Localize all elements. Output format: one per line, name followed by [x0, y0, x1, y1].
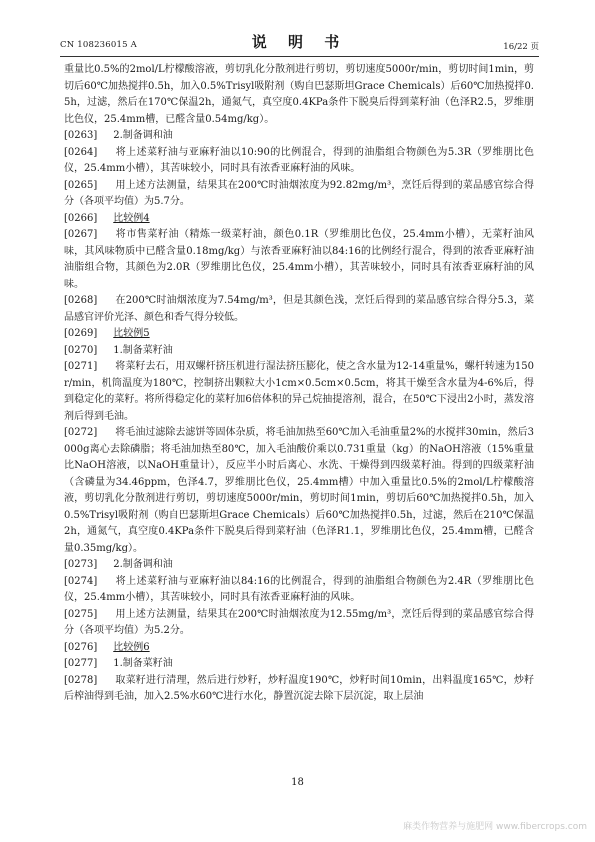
page-indicator: 16/22 页 [503, 42, 539, 52]
paragraph [64, 673, 534, 706]
paragraph [64, 62, 534, 128]
paragraph-number: [0276] [64, 641, 98, 653]
paragraph [64, 293, 534, 326]
paragraph [64, 178, 534, 211]
paragraph [64, 425, 534, 557]
paragraph-text: 重量比0.5%的2mol/L柠檬酸溶液，剪切乳化分散剂进行剪切，剪切速度5000r/min，剪切时间1min，剪切后60℃加热搅拌0.5h，加入0.5%Trisyl吸附剂（购自巴瑟斯坦Grace Chemicals）后60℃加热搅拌0.5h，过滤，然后在170℃保温2h，通氮气，真空度0.4KPa条件下脱臭后得到菜籽油（色泽R2.5，罗维朋比色仪，25.4mm槽，已醛含量0.54mg/kg）。 [64, 64, 534, 125]
paragraph-number: [0278] [64, 674, 98, 686]
header-rule [60, 56, 539, 57]
paragraph [64, 359, 534, 425]
paragraph [64, 640, 534, 657]
watermark: 麻类作物营养与施肥网 www.fibercrops.com [403, 822, 587, 832]
paragraph-number: [0269] [64, 328, 98, 339]
paragraph-number: [0273] [64, 559, 98, 570]
paragraph-number: [0265] [64, 179, 98, 191]
paragraph [64, 557, 534, 574]
comparative-example-heading: 比较例6 [113, 641, 150, 653]
paragraph [64, 128, 534, 145]
paragraph [64, 607, 534, 640]
paragraph-number: [0267] [64, 229, 98, 240]
paragraph-number: [0264] [64, 146, 98, 158]
paragraph [64, 574, 534, 607]
section-heading: 1.制备菜籽油 [113, 658, 173, 669]
paragraph-number: [0263] [64, 130, 98, 141]
section-heading: 1.制备菜籽油 [113, 344, 173, 356]
paragraph-number: [0274] [64, 575, 98, 587]
page-number: 18 [291, 777, 304, 788]
paragraph [64, 211, 534, 228]
paragraph-number: [0270] [64, 344, 98, 356]
paragraph-number: [0271] [64, 361, 98, 372]
document-title: 说 明 书 [251, 33, 348, 51]
paragraph-text: 用上述方法测量，结果其在200℃时油烟浓度为92.82mg/m³，烹饪后得到的菜品感官综合得分（各项平均值）为5.7分。 [64, 179, 534, 207]
paragraph-number: [0268] [64, 295, 98, 306]
comparative-example-heading: 比较例4 [113, 212, 150, 224]
paragraph-text: 在200℃时油烟浓度为7.54mg/m³，但是其颜色浅，烹饪后得到的菜品感官综合得分5.3，菜品感官评价光泽、颜色和香气得分较低。 [64, 295, 534, 323]
comparative-example-heading: 比较例5 [113, 328, 150, 339]
paragraph-number: [0275] [64, 608, 98, 620]
paragraph-number: [0266] [64, 212, 98, 224]
paragraph-text: 将上述菜籽油与亚麻籽油以84:16的比例混合，得到的油脂组合物颜色为2.4R（罗维朋比色仪，25.4mm小槽），其苦味较小，同时具有浓香亚麻籽油的风味。 [64, 575, 534, 603]
page-header [60, 31, 539, 53]
paragraph [64, 145, 534, 178]
paragraph-text: 将上述菜籽油与亚麻籽油以10:90的比例混合，得到的油脂组合物颜色为5.3R（罗维朋比色仪，25.4mm小槽），其苦味较小，同时具有浓香亚麻籽油的风味。 [64, 146, 534, 174]
paragraph [64, 343, 534, 360]
paragraph-number: [0277] [64, 658, 98, 669]
document-body [64, 62, 534, 706]
section-heading: 2.制备调和油 [113, 559, 173, 570]
patent-number: CN 108236015 A [60, 40, 137, 50]
paragraph [64, 227, 534, 293]
paragraph-text: 将市售菜籽油（精炼一级菜籽油，颜色0.1R（罗维朋比色仪，25.4mm小槽），无菜籽油风味，其风味物质中已醛含量0.18mg/kg）与浓香亚麻籽油以84:16的比例经行混合，得到的浓香亚麻籽油油脂组合物，其颜色为2.0R（罗维朋比色仪，25.4mm小槽），其苦味较小，同时具有浓香亚麻籽油的风味。 [64, 229, 534, 290]
paragraph [64, 326, 534, 343]
paragraph-text: 取菜籽进行清理，然后进行炒籽，炒籽温度190℃，炒籽时间10min，出料温度165℃，炒籽后榨油得到毛油，加入2.5%水60℃进行水化，静置沉淀去除下层沉淀，取上层油 [64, 674, 534, 702]
section-heading: 2.制备调和油 [113, 130, 173, 141]
paragraph-text: 将菜籽去石，用双螺杆挤压机进行湿法挤压膨化，使之含水量为12-14重量%，螺杆转速为150r/min，机筒温度为180℃，控制挤出颗粒大小1cm×0.5cm×0.5cm，将其干燥至含水量为4-6%后，得到稳定化的菜籽。将所得稳定化的菜籽加6倍体积的异己烷抽提溶剂，混合，在50℃下浸出2小时，蒸发溶剂后得到毛油。 [64, 361, 534, 422]
paragraph-number: [0272] [64, 427, 98, 438]
paragraph-text: 用上述方法测量，结果其在200℃时油烟浓度为12.55mg/m³，烹饪后得到的菜品感官综合得分（各项平均值）为5.2分。 [64, 608, 534, 636]
paragraph [64, 656, 534, 673]
paragraph-text: 将毛油过滤除去滤饼等固体杂质，将毛油加热至60℃加入毛油重量2%的水搅拌30min，然后3000g离心去除磷脂；将毛油加热至80℃，加入毛油酸价乘以0.731重量（kg）的NaOH溶液（15%重量比NaOH溶液，以NaOH重量计），反应半小时后离心、水洗、干燥得到四级菜籽油。得到的四级菜籽油（含磷量为34.46ppm，色泽4.7，罗维朋比色仪，25.4mm槽）中加入重量比0.5%的2mol/L柠檬酸溶液，剪切乳化分散剂进行剪切，剪切速度5000r/min，剪切时间1min，剪切后60℃加热搅拌0.5h，加入0.5%Trisyl吸附剂（购自巴瑟斯坦Grace Chemicals）后60℃加热搅拌0.5h，过滤，然后在210℃保温2h，通氮气，真空度0.4KPa条件下脱臭后得到菜籽油（色泽R1.1，罗维朋比色仪，25.4mm槽，已醛含量0.35mg/kg）。 [64, 427, 534, 554]
